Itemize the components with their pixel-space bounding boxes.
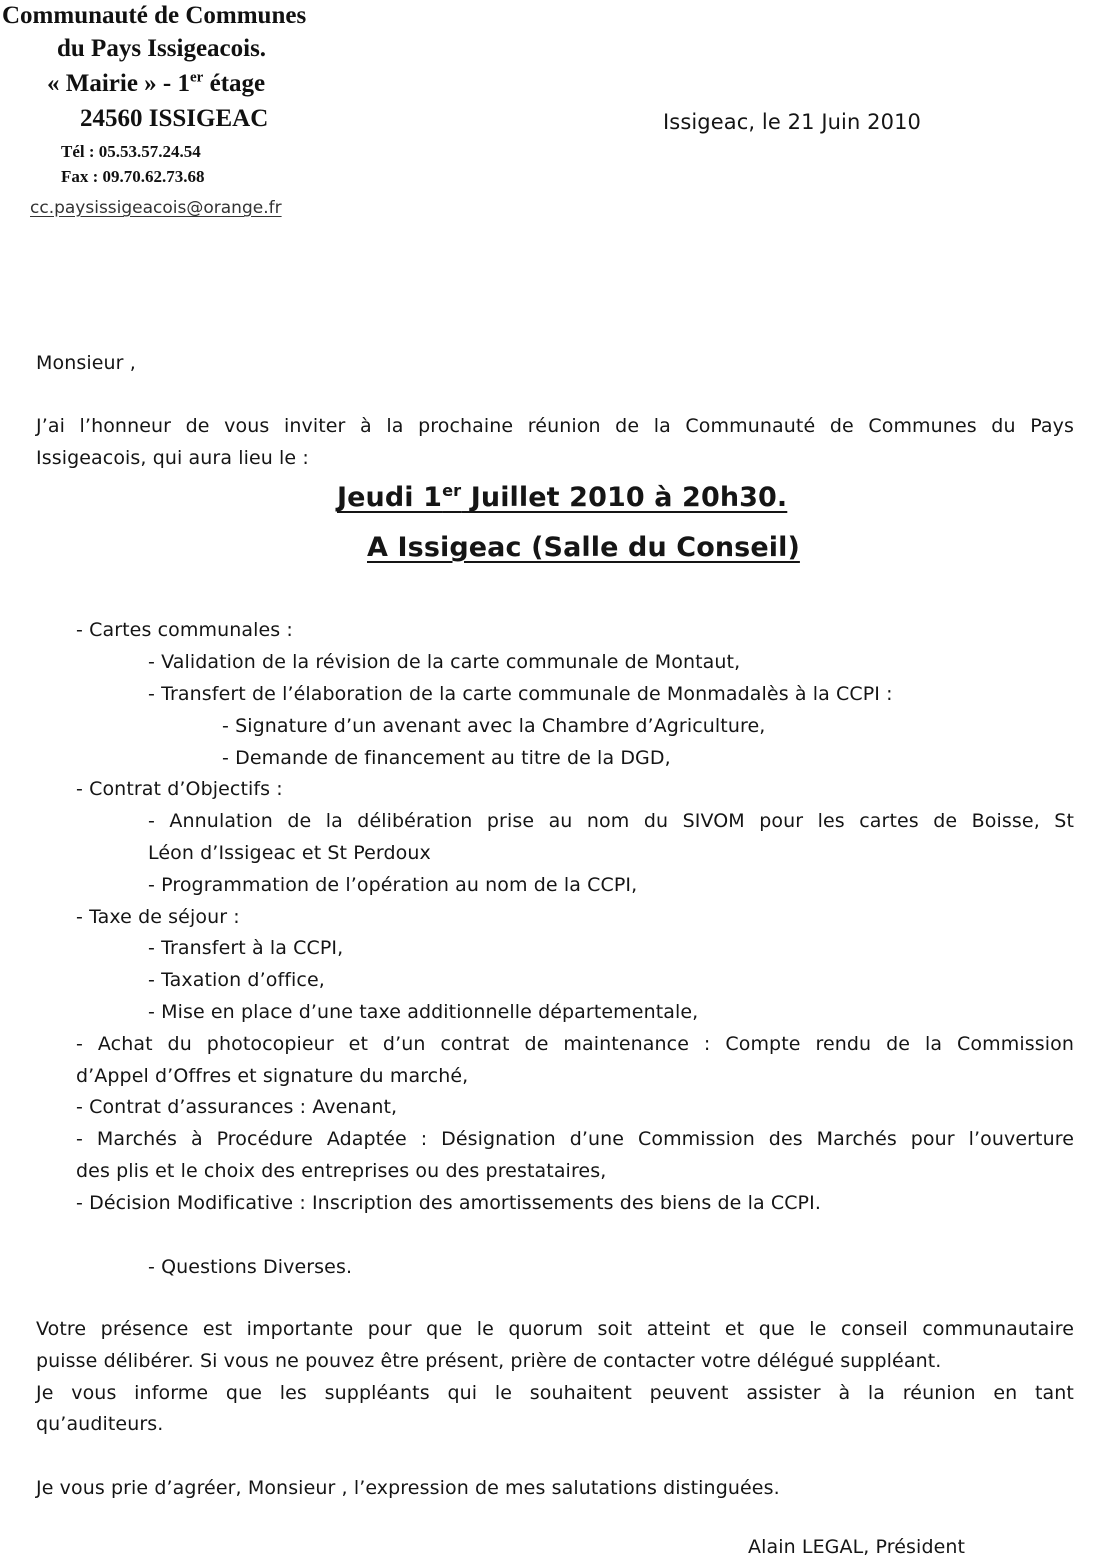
agenda-subsubitem: - Demande de financement au titre de la DGD, [222, 747, 671, 769]
agenda-subitem: - Questions Diverses. [148, 1256, 353, 1278]
agenda-subitem: - Validation de la révision de la carte communale de Montaut, [148, 651, 741, 673]
salutation: Monsieur , [36, 352, 136, 374]
agenda-subitem: - Annulation de la délibération prise au nom du SIVOM pour les cartes de Boisse, St [148, 810, 1074, 832]
closing-line: Je vous informe que les suppléants qui le souhaitent peuvent assister à la réunion en tant [36, 1382, 1074, 1404]
meeting-date-title: Jeudi 1er Juillet 2010 à 20h30. [337, 481, 788, 513]
agenda-subitem: - Mise en place d’une taxe additionnelle départementale, [148, 1001, 699, 1023]
agenda-item: - Achat du photocopieur et d’un contrat de maintenance : Compte rendu de la Commission [76, 1033, 1074, 1055]
closing-formula: Je vous prie d’agréer, Monsieur , l’expression de mes salutations distinguées. [36, 1477, 780, 1499]
org-address: « Mairie » - 1er étage [47, 69, 266, 97]
intro-line-2: Issigeacois, qui aura lieu le : [36, 447, 309, 469]
org-fax: Fax : 09.70.62.73.68 [61, 167, 205, 186]
agenda-subsubitem: - Signature d’un avenant avec la Chambre d’Agriculture, [222, 715, 766, 737]
agenda-subitem-continued: Léon d’Issigeac et St Perdoux [148, 842, 431, 864]
letter-date: Issigeac, le 21 Juin 2010 [663, 110, 922, 134]
closing-line: Votre présence est importante pour que le quorum soit atteint et que le conseil communautaire [36, 1318, 1074, 1340]
agenda-item: - Cartes communales : [76, 619, 293, 641]
agenda-subitem: - Taxation d’office, [148, 969, 325, 991]
org-phone: Tél : 05.53.57.24.54 [61, 142, 201, 161]
signature: Alain LEGAL, Président [748, 1536, 966, 1558]
agenda-subitem: - Programmation de l’opération au nom de la CCPI, [148, 874, 638, 896]
agenda-item: - Marchés à Procédure Adaptée : Désignation d’une Commission des Marchés pour l’ouverture [76, 1128, 1074, 1150]
intro-line-1: J’ai l’honneur de vous inviter à la prochaine réunion de la Communauté de Communes du Pays [36, 415, 1074, 437]
agenda-item: - Décision Modificative : Inscription des amortissements des biens de la CCPI. [76, 1192, 821, 1214]
agenda-subitem: - Transfert à la CCPI, [148, 937, 344, 959]
agenda-item-continued: des plis et le choix des entreprises ou des prestataires, [76, 1160, 607, 1182]
org-name-line2: du Pays Issigeacois. [57, 35, 267, 62]
agenda-item: - Taxe de séjour : [76, 906, 240, 928]
org-name-line1: Communauté de Communes [2, 2, 307, 29]
closing-line: puisse délibérer. Si vous ne pouvez être présent, prière de contacter votre délégué suppléant. [36, 1350, 942, 1372]
meeting-place-title: A Issigeac (Salle du Conseil) [367, 532, 800, 563]
agenda-subitem: - Transfert de l’élaboration de la carte communale de Monmadalès à la CCPI : [148, 683, 893, 705]
agenda-item: - Contrat d’Objectifs : [76, 778, 283, 800]
agenda-item: - Contrat d’assurances : Avenant, [76, 1096, 398, 1118]
agenda-item-continued: d’Appel d’Offres et signature du marché, [76, 1065, 469, 1087]
org-city: 24560 ISSIGEAC [80, 105, 269, 132]
org-email-link[interactable]: cc.paysissigeacois@orange.fr [30, 198, 282, 218]
closing-line: qu’auditeurs. [36, 1413, 164, 1435]
